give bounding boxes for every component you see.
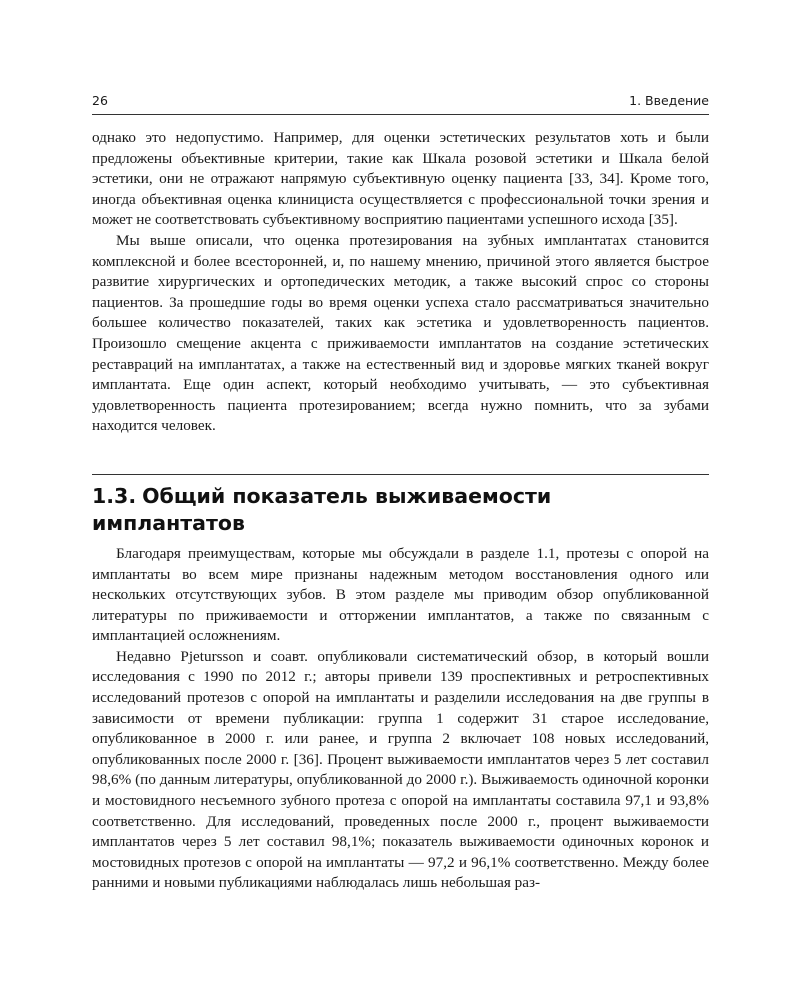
chapter-title: 1. Введение [629, 93, 709, 108]
book-page [92, 92, 709, 894]
section-heading [92, 483, 709, 537]
body-text-top [92, 128, 709, 437]
section-rule [92, 474, 709, 475]
paragraph: однако это недопустимо. Например, для оценки эстетических результатов хоть и были предложены объективные критерии, такие как Шкала розовой эстетики и Шкала белой эстетики, они не отражают напрямую субъективную оценку пациента [33, 34]. Кроме того, иногда объективная оценка клинициста осуществляется с профессиональной точки зрения и может не соответствовать субъективному восприятию пациентами успешного исхода [35]. [92, 129, 709, 229]
header-rule [92, 114, 709, 115]
section-title-text: Общий показатель выживаемости имплантатов [92, 483, 552, 535]
page-number: 26 [92, 93, 108, 108]
paragraph: Недавно Pjetursson и соавт. опубликовали систематический обзор, в который вошли исследования с 1990 по 2012 г.; авторы привели 139 проспективных и ретроспективных исследований протезов с опорой на имплантаты и разделили исследования на две группы в зависимости от времени публикации: группа 1 содержит 31 старое исследование, опубликованное в 2000 г. или ранее, и группа 2 включает 108 новых исследований, опубликованных после 2000 г. [36]. Процент выживаемости имплантатов через 5 лет составил 98,6% (по данным литературы, опубликованной до 2000 г.). Выживаемость одиночной коронки и мостовидного несъемного зубного протеза с опорой на имплантаты составила 97,1 и 93,8% соответственно. Для исследований, проведенных после 2000 г., процент выживаемости имплантатов через 5 лет составил 98,1%; показатель выживаемости одиночных коронок и мостовидных протезов с опорой на имплантаты — 97,2 и 96,1% соответственно. Между более ранними и новыми публикациями наблюдалась лишь небольшая раз- [92, 647, 709, 892]
paragraph: Мы выше описали, что оценка протезирования на зубных имплантатах становится комплексной и более всесторонней, и, по нашему мнению, причиной этого является быстрое развитие хирургических и ортопедических методик, а также высокий спрос со стороны пациентов. За прошедшие годы во время оценки успеха стало рассматриваться значительно большее количество показателей, таких как эстетика и удовлетворенность пациентов. Произошло смещение акцента с приживаемости имплантатов на создание эстетических реставраций на имплантатах, а также на естественный вид и здоровье мягких тканей вокруг имплантата. Еще один аспект, который необходимо учитывать, — это субъективная удовлетворенность пациента протезированием; всегда нужно помнить, что за зубами находится человек. [92, 231, 709, 435]
running-head [92, 92, 709, 110]
body-text-section [92, 544, 709, 894]
section-number: 1.3. [92, 483, 137, 508]
paragraph: Благодаря преимуществам, которые мы обсуждали в разделе 1.1, протезы с опорой на имплантаты во всем мире признаны надежным методом восстановления одного или нескольких отсутствующих зубов. В этом разделе мы приводим обзор опубликованной литературы по приживаемости и отторжении имплантатов, а также по связанным с имплантацией осложнениям. [92, 544, 709, 645]
